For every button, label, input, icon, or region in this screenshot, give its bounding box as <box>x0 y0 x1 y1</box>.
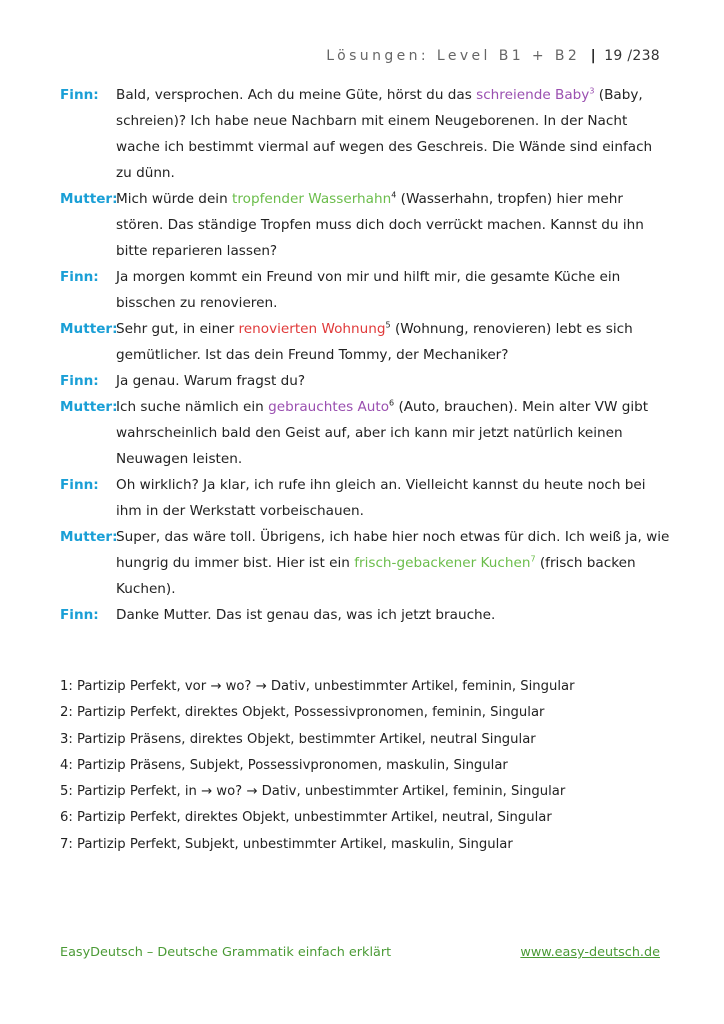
speaker-name: Mutter: <box>60 399 118 415</box>
text-segment: (frisch backen Kuchen). <box>116 555 636 597</box>
footer-title: EasyDeutsch – Deutsche Grammatik einfach erklärt <box>60 945 392 960</box>
note-item: 7: Partizip Perfekt, Subjekt, unbestimmter Artikel, maskulin, Singular <box>60 836 513 852</box>
footnote-marker: 4 <box>391 190 397 200</box>
page-number: 19 /238 <box>604 48 660 64</box>
dialogue-entry <box>60 524 670 602</box>
note-item: 5: Partizip Perfekt, in → wo? → Dativ, unbestimmter Artikel, feminin, Singular <box>60 784 566 800</box>
note-item: 2: Partizip Perfekt, direktes Objekt, Possessivpronomen, feminin, Singular <box>60 705 545 721</box>
footnote-marker: 7 <box>530 554 536 564</box>
highlighted-phrase: gebrauchtes Auto <box>268 399 390 415</box>
dialogue-entry <box>60 186 670 264</box>
dialogue-text <box>116 186 670 264</box>
speaker-name: Finn: <box>60 477 99 493</box>
header-title: Lösungen: Level B1 + B2 <box>326 48 581 64</box>
dialogue-text <box>116 316 670 368</box>
note-item: 4: Partizip Präsens, Subjekt, Possessivpronomen, maskulin, Singular <box>60 757 508 773</box>
text-segment: Ja morgen kommt ein Freund von mir und hilft mir, die gesamte Küche ein bisschen zu renovieren. <box>116 269 621 311</box>
note-item: 3: Partizip Präsens, direktes Objekt, bestimmter Artikel, neutral Singular <box>60 731 536 747</box>
footnote-marker: 5 <box>385 320 391 330</box>
highlighted-phrase: schreiende Baby <box>476 87 590 103</box>
dialogue-entry <box>60 472 670 524</box>
highlighted-phrase: frisch-gebackener Kuchen <box>354 555 531 571</box>
text-segment: Danke Mutter. Das ist genau das, was ich jetzt brauche. <box>116 607 496 623</box>
text-segment: Bald, versprochen. Ach du meine Güte, hörst du das <box>116 87 477 103</box>
speaker-name: Mutter: <box>60 321 118 337</box>
dialogue-text <box>116 82 670 186</box>
text-segment: Ich suche nämlich ein <box>116 399 269 415</box>
dialogue-entry <box>60 394 670 472</box>
note-item: 6: Partizip Perfekt, direktes Objekt, unbestimmter Artikel, neutral, Singular <box>60 810 552 826</box>
text-segment: (Wasserhahn, tropfen) hier mehr stören. Das ständige Tropfen muss dich doch verrückt machen. Kannst du ihn bitte reparieren lassen? <box>116 191 644 259</box>
highlighted-phrase: tropfender Wasserhahn <box>232 191 392 207</box>
footer-link[interactable]: www.easy-deutsch.de <box>520 945 660 960</box>
grammar-notes <box>60 674 680 858</box>
dialogue-entry <box>60 602 670 628</box>
note-item: 1: Partizip Perfekt, vor → wo? → Dativ, unbestimmter Artikel, feminin, Singular <box>60 679 575 694</box>
text-segment: Sehr gut, in einer <box>116 321 239 337</box>
header-separator: | <box>590 48 596 64</box>
dialogue-entry <box>60 316 670 368</box>
dialogue-entry <box>60 368 670 394</box>
speaker-name: Finn: <box>60 373 99 389</box>
speaker-name: Finn: <box>60 269 99 285</box>
footnote-marker: 3 <box>589 86 595 96</box>
page-header <box>326 48 660 64</box>
dialogue-text <box>116 524 670 602</box>
speaker-name: Mutter: <box>60 191 118 207</box>
dialogue-entry <box>60 264 670 316</box>
page-footer <box>60 945 660 960</box>
dialogue-text <box>116 264 670 316</box>
dialogue-entry <box>60 82 670 186</box>
dialogue-text <box>116 602 670 628</box>
text-segment: Mich würde dein <box>116 191 233 207</box>
highlighted-phrase: renovierten Wohnung <box>238 321 386 337</box>
dialogue-text <box>116 394 670 472</box>
footnote-marker: 6 <box>389 398 395 408</box>
dialogue-text <box>116 368 670 394</box>
text-segment: (Baby, schreien)? Ich habe neue Nachbarn mit einem Neugeborenen. In der Nacht wache ich bestimmt viermal auf wegen des Geschreis. Die Wände sind einfach zu dünn. <box>116 87 653 181</box>
dialogue-text <box>116 472 670 524</box>
dialogue <box>60 82 670 628</box>
speaker-name: Finn: <box>60 607 99 623</box>
speaker-name: Mutter: <box>60 529 118 545</box>
text-segment: Oh wirklich? Ja klar, ich rufe ihn gleich an. Vielleicht kannst du heute noch bei ihm in der Werkstatt vorbeischauen. <box>116 477 646 519</box>
text-segment: (Wohnung, renovieren) lebt es sich gemütlicher. Ist das dein Freund Tommy, der Mechaniker? <box>116 321 633 363</box>
speaker-name: Finn: <box>60 87 99 103</box>
text-segment: Ja genau. Warum fragst du? <box>116 373 306 389</box>
text-segment: (Auto, brauchen). Mein alter VW gibt wahrscheinlich bald den Geist auf, aber ich kann mir jetzt natürlich keinen Neuwagen leisten. <box>116 399 649 467</box>
text-segment: Super, das wäre toll. Übrigens, ich habe hier noch etwas für dich. Ich weiß ja, wie hungrig du immer bist. Hier ist ein <box>116 529 670 571</box>
